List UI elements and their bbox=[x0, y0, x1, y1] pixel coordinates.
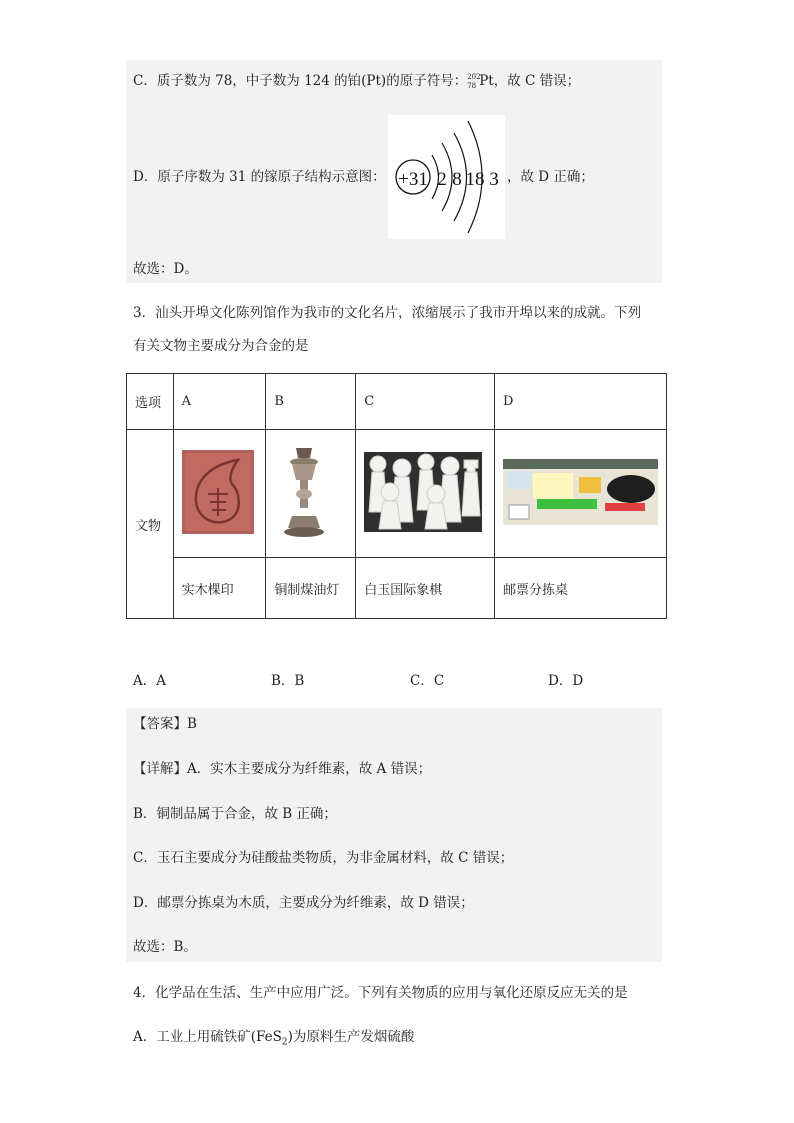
q3-answer-shaded-block bbox=[126, 708, 662, 962]
choice-b: B．B bbox=[271, 673, 305, 689]
shell-electrons-4: 3 bbox=[489, 169, 499, 190]
q2-option-c: C．质子数为 78，中子数为 124 的铂(Pt)的原子符号： 202 78 Pt，故 C 错误； bbox=[133, 73, 581, 90]
table-header-row bbox=[127, 374, 667, 430]
kerosene-lamp-image bbox=[274, 444, 334, 540]
table-option-d: D bbox=[495, 374, 667, 430]
table-name-row bbox=[127, 558, 667, 619]
table-option-c: C bbox=[356, 374, 495, 430]
table-name-a: 实木棵印 bbox=[173, 558, 266, 619]
table-name-c: 白玉国际象棋 bbox=[356, 558, 495, 619]
q3-explain-b: B．铜制品属于合金，故 B 正确； bbox=[133, 806, 337, 822]
shell-electrons-3: 18 bbox=[465, 169, 485, 190]
jade-chess-image bbox=[364, 452, 482, 532]
choice-d: D．D bbox=[548, 673, 584, 689]
q3-stem-line2: 有关文物主要成分为合金的是 bbox=[133, 338, 309, 354]
choice-a: A．A bbox=[133, 673, 166, 689]
table-image-row bbox=[127, 430, 667, 558]
nucleus-charge: +31 bbox=[398, 169, 428, 190]
atom-diagram-svg bbox=[388, 115, 505, 239]
table-header-label: 选项 bbox=[127, 374, 174, 430]
q4-option-a: A．工业上用硫铁矿(FeS$_2$)为原料生产发烟硫酸 bbox=[133, 1029, 415, 1048]
q3-explain-a: 【详解】A．实木主要成分为纤维素，故 A 错误； bbox=[133, 761, 432, 777]
shell-electrons-2: 8 bbox=[452, 169, 462, 190]
q2-option-d-tail: ，故 D 正确； bbox=[507, 169, 594, 185]
table-option-b: B bbox=[266, 374, 356, 430]
q2-conclusion: 故选：D。 bbox=[133, 261, 198, 277]
stamp-sorting-table-image bbox=[503, 459, 658, 525]
shell-electrons-1: 2 bbox=[437, 169, 447, 190]
q3-stem-line1: 3．汕头开埠文化陈列馆作为我市的文化名片，浓缩展示了我市开埠以来的成就。下列 bbox=[133, 305, 642, 321]
table-row-label: 文物 bbox=[127, 430, 174, 619]
q3-options-table bbox=[126, 373, 667, 619]
cell-image-c bbox=[356, 430, 495, 558]
cell-image-b bbox=[266, 430, 356, 558]
isotope-notation: 202 78 bbox=[467, 73, 481, 90]
cell-image-a bbox=[173, 430, 266, 558]
cell-image-d bbox=[495, 430, 667, 558]
q3-conclusion: 故选：B。 bbox=[133, 939, 197, 955]
choice-c: C．C bbox=[410, 673, 445, 689]
wooden-seal-image bbox=[182, 450, 254, 534]
table-option-a: A bbox=[173, 374, 266, 430]
table-name-d: 邮票分拣桌 bbox=[495, 558, 667, 619]
q2-option-d-text: D．原子序数为 31 的镓原子结构示意图： bbox=[133, 169, 386, 185]
q3-explain-c: C．玉石主要成分为硅酸盐类物质，为非金属材料，故 C 错误； bbox=[133, 850, 514, 866]
q3-explain-d: D．邮票分拣桌为木质，主要成分为纤维素，故 D 错误； bbox=[133, 895, 474, 911]
gallium-atom-diagram bbox=[388, 115, 505, 239]
q3-answer: 【答案】B bbox=[133, 716, 197, 732]
table-name-b: 铜制煤油灯 bbox=[266, 558, 356, 619]
q4-stem: 4．化学品在生活、生产中应用广泛。下列有关物质的应用与氧化还原反应无关的是 bbox=[133, 985, 628, 1001]
